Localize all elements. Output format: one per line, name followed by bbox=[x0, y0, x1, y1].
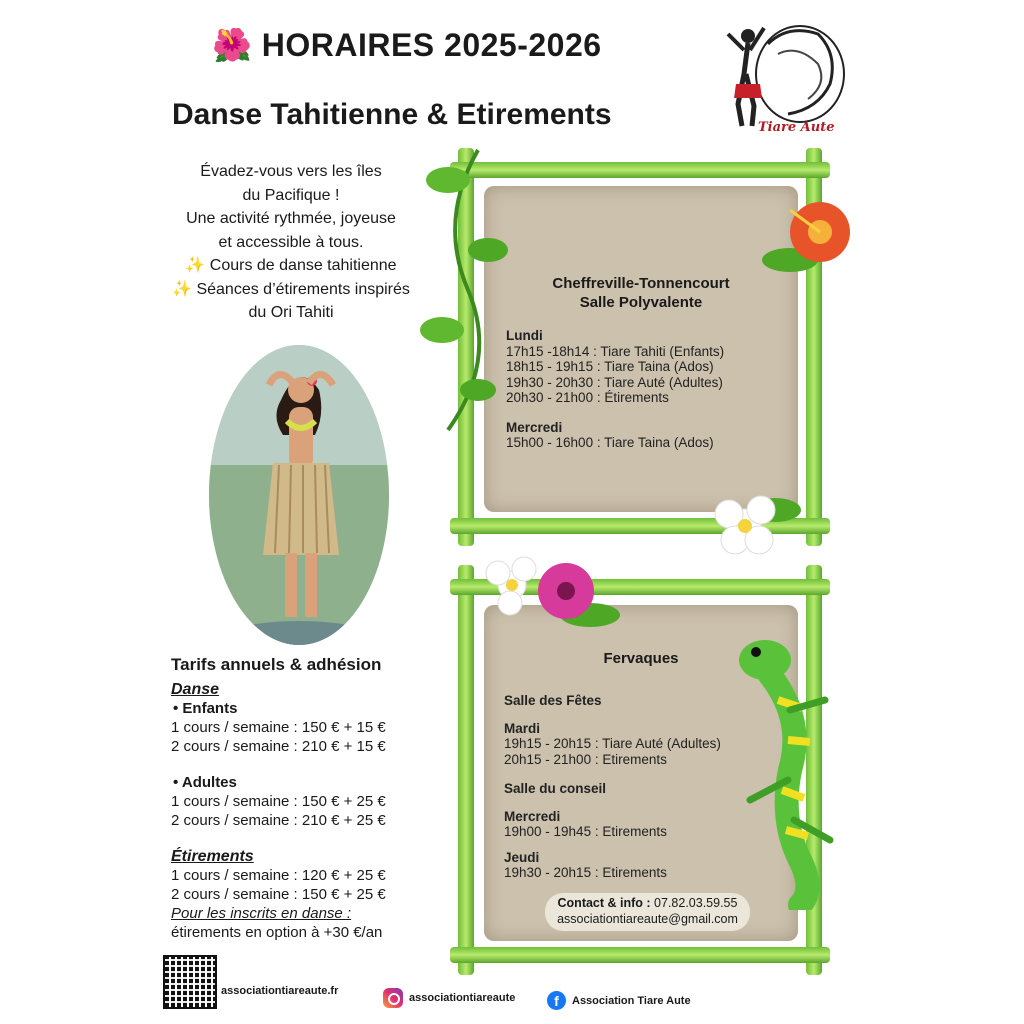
schedule-row: 20h15 - 21h00 : Etirements bbox=[504, 751, 667, 767]
bamboo-pole bbox=[458, 565, 474, 975]
intro-line: ✨ Cours de danse tahitienne bbox=[185, 257, 397, 274]
page-subtitle: Danse Tahitienne & Etirements bbox=[172, 98, 612, 131]
facebook-page[interactable]: Association Tiare Aute bbox=[572, 994, 691, 1007]
gecko-icon bbox=[730, 630, 840, 910]
room-label: Salle du conseil bbox=[504, 781, 607, 796]
location-line: Cheffreville-Tonnencourt bbox=[552, 275, 730, 292]
facebook-icon: f bbox=[547, 991, 566, 1010]
schedule-list bbox=[504, 683, 721, 881]
contact-phone[interactable]: 07.82.03.59.55 bbox=[654, 896, 738, 910]
intro-line: et accessible à tous. bbox=[218, 233, 364, 251]
schedule-row: 19h30 - 20h30 : Tiare Auté (Adultes) bbox=[506, 374, 723, 390]
qr-code[interactable] bbox=[163, 955, 217, 1009]
room-label: Salle des Fêtes bbox=[504, 693, 602, 708]
price-row: 2 cours / semaine : 150 € + 25 € bbox=[171, 886, 386, 903]
hula-dancer-photo bbox=[209, 345, 389, 645]
day-label: Mardi bbox=[504, 720, 541, 736]
price-row: 1 cours / semaine : 150 € + 15 € bbox=[171, 719, 386, 736]
instagram-icon bbox=[383, 988, 403, 1008]
footer-website[interactable] bbox=[221, 985, 338, 997]
footer-instagram[interactable] bbox=[383, 988, 515, 1008]
option-note-label: Pour les inscrits en danse : bbox=[171, 905, 352, 922]
pricing-section bbox=[171, 655, 431, 942]
price-row: 2 cours / semaine : 210 € + 25 € bbox=[171, 812, 386, 829]
contact-email[interactable]: associationtiareaute@gmail.com bbox=[557, 912, 738, 926]
price-row: 2 cours / semaine : 210 € + 15 € bbox=[171, 738, 386, 755]
intro-text bbox=[160, 160, 422, 325]
option-note-text: étirements en option à +30 €/an bbox=[171, 924, 383, 941]
location-title: Fervaques bbox=[603, 650, 679, 667]
danse-label: Danse bbox=[171, 681, 220, 698]
pricing-heading: Tarifs annuels & adhésion bbox=[171, 655, 382, 674]
price-row: 1 cours / semaine : 150 € + 25 € bbox=[171, 793, 386, 810]
day-label: Mercredi bbox=[506, 419, 563, 435]
intro-line: Évadez-vous vers les îles bbox=[200, 163, 382, 180]
schedule-row: 20h30 - 21h00 : Étirements bbox=[506, 390, 669, 405]
enfants-label: • Enfants bbox=[173, 700, 238, 717]
schedule-list bbox=[506, 318, 724, 451]
page-title bbox=[212, 26, 602, 64]
schedule-row: 19h30 - 20h15 : Etirements bbox=[504, 865, 667, 880]
instagram-handle[interactable]: associationtiareaute bbox=[409, 992, 516, 1004]
schedule-row: 18h15 - 19h15 : Tiare Taina (Ados) bbox=[506, 359, 714, 374]
frangipani-flower-icon bbox=[705, 480, 805, 570]
price-row: 1 cours / semaine : 120 € + 25 € bbox=[171, 867, 386, 884]
bamboo-pole bbox=[450, 947, 830, 963]
schedule-row: 17h15 -18h14 : Tiare Tahiti (Enfants) bbox=[506, 343, 725, 359]
hibiscus-flower-icon bbox=[760, 180, 860, 280]
day-label: Lundi bbox=[506, 328, 543, 343]
hibiscus-icon: 🌺 bbox=[212, 27, 253, 63]
hula-figurine-icon bbox=[209, 345, 389, 645]
flowers-cluster-icon bbox=[480, 545, 630, 645]
day-label: Jeudi bbox=[504, 849, 540, 865]
schedule-row: 19h15 - 20h15 : Tiare Auté (Adultes) bbox=[504, 736, 721, 751]
etirements-label: Étirements bbox=[171, 848, 254, 865]
contact-box bbox=[545, 893, 750, 931]
adultes-label: • Adultes bbox=[173, 774, 237, 791]
website-link[interactable]: associationtiareaute.fr bbox=[221, 985, 339, 997]
intro-line: du Ori Tahiti bbox=[248, 304, 334, 321]
association-logo bbox=[718, 14, 848, 138]
day-label: Mercredi bbox=[504, 808, 561, 824]
intro-line: du Pacifique ! bbox=[242, 186, 340, 204]
footer-facebook[interactable] bbox=[547, 991, 691, 1010]
schedule-row: 15h00 - 16h00 : Tiare Taina (Ados) bbox=[506, 435, 714, 450]
contact-label: Contact & info : bbox=[557, 896, 651, 910]
location-line: Salle Polyvalente bbox=[579, 294, 703, 311]
intro-line: ✨ Séances d’étirements inspirés bbox=[172, 280, 410, 298]
schedule-row: 19h00 - 19h45 : Etirements bbox=[504, 824, 667, 839]
title-text: HORAIRES 2025-2026 bbox=[261, 27, 602, 63]
logo-text: Tiare Aute bbox=[758, 120, 835, 135]
intro-line: Une activité rythmée, joyeuse bbox=[186, 210, 396, 227]
vine-leaves-icon bbox=[418, 140, 538, 440]
